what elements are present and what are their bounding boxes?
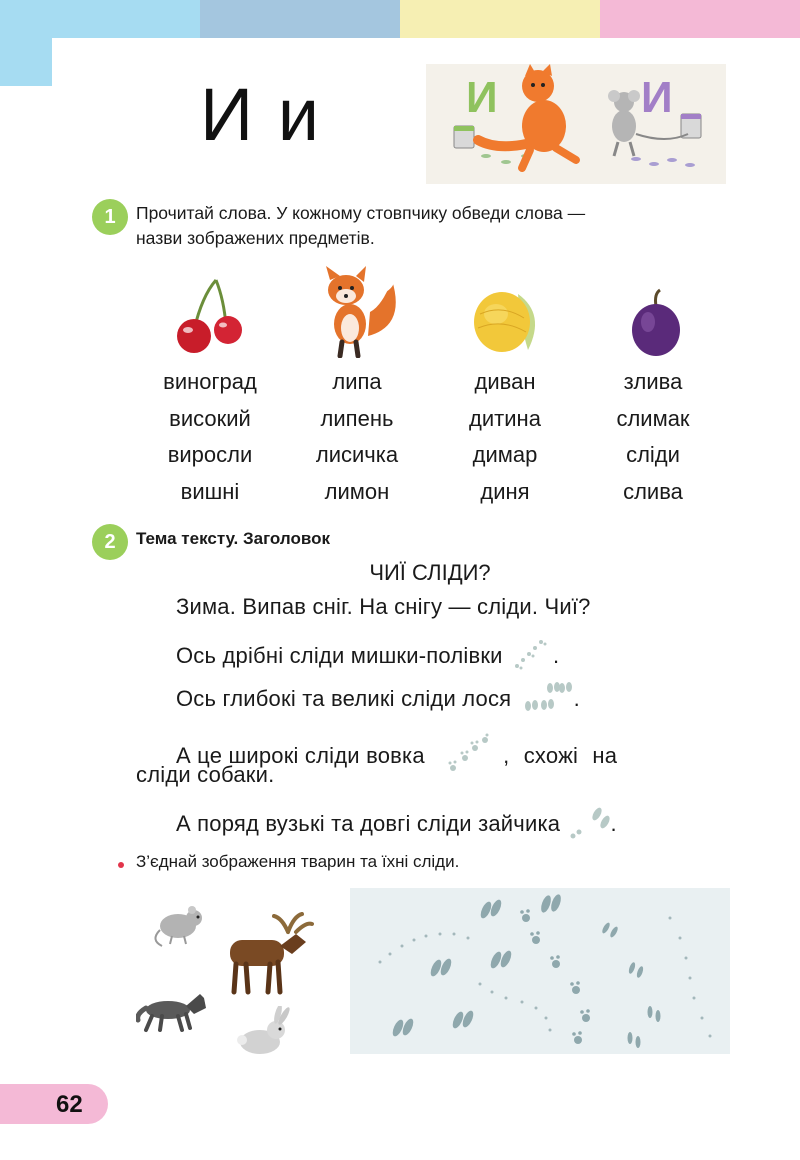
page-number: 62 (56, 1091, 83, 1118)
task2-heading: Тема тексту. Заголовок (136, 529, 330, 548)
paragraph-text: А поряд вузькі та довгі сліди зайчика (176, 810, 561, 836)
wolf-tracks-icon (445, 732, 493, 782)
plum-icon (626, 288, 686, 358)
paragraph-text: Ось дрібні сліди мишки-полівки (176, 642, 503, 668)
paragraph-text: , схожі на (503, 742, 618, 768)
word-item[interactable]: лисичка (315, 442, 399, 467)
word-item[interactable]: сліди (626, 442, 680, 467)
word-item[interactable]: злива (623, 369, 683, 394)
word-item[interactable]: липа (332, 369, 382, 394)
word-item[interactable]: вишні (180, 478, 240, 504)
story-title: ЧИЇ СЛІДИ? (369, 560, 491, 585)
melon-icon (466, 284, 546, 356)
word-item[interactable]: виросли (167, 442, 253, 467)
word-item[interactable]: слива (623, 478, 683, 504)
word-column-3 (425, 364, 585, 510)
paragraph-period: . (610, 810, 617, 836)
hare-tracks-icon (567, 804, 611, 846)
task-number-badge: 2 (92, 524, 128, 560)
task-number-badge: 1 (92, 199, 128, 235)
bullet-instruction: З’єднай зображення тварин та їхні сліди. (136, 852, 460, 871)
hare-animal-icon[interactable] (232, 1006, 294, 1056)
corner-tab (0, 0, 52, 86)
story-paragraph-4-continued: сліди собаки. (136, 762, 275, 787)
bullet-dot (118, 862, 124, 868)
strip-segment-pink (600, 0, 800, 38)
word-column-4 (573, 364, 733, 510)
top-color-strip (0, 0, 800, 38)
mouse-animal-icon[interactable] (148, 900, 206, 950)
word-item[interactable]: димар (472, 442, 538, 467)
snow-footprints-icon (350, 888, 730, 1054)
page-title: И и (200, 73, 322, 156)
fox-icon (310, 266, 406, 358)
moose-animal-icon[interactable] (222, 912, 314, 996)
strip-segment-steel (200, 0, 400, 38)
paragraph-text: Ось глибокі та великі сліди лося (176, 685, 512, 711)
svg-text:И: И (466, 73, 498, 122)
story-paragraph-3 (176, 680, 580, 720)
story-paragraph-5 (176, 804, 617, 846)
word-item[interactable]: лимон (324, 478, 390, 504)
paragraph-period: . (552, 642, 560, 668)
story-paragraph-2 (176, 636, 559, 678)
snow-tracks-area[interactable] (350, 888, 730, 1054)
paragraph-text: А це широкі сліди вовка (176, 742, 425, 768)
cat-mouse-paint-icon (426, 64, 726, 184)
cherries-icon (168, 276, 252, 356)
svg-text:И: И (641, 73, 673, 122)
task1-instruction-line2: назви зображених предметів. (136, 228, 375, 248)
story-paragraph-1 (176, 594, 591, 620)
wolf-animal-icon[interactable] (136, 988, 208, 1034)
word-item[interactable]: виноград (163, 369, 257, 394)
word-column-2 (277, 364, 437, 510)
word-item[interactable]: слимак (616, 405, 690, 431)
header-illustration (426, 64, 726, 184)
word-item[interactable]: диван (474, 369, 536, 394)
strip-segment-yellow (400, 0, 600, 38)
word-item[interactable]: високий (169, 405, 251, 431)
word-item[interactable]: дитина (469, 405, 541, 431)
word-item[interactable]: липень (320, 405, 394, 431)
word-item[interactable]: диня (480, 478, 530, 504)
moose-tracks-icon (518, 680, 574, 720)
paragraph-text: Зима. Випав сніг. На снігу — сліди. Чиї? (176, 594, 591, 619)
paragraph-period: . (573, 685, 580, 711)
word-column-1 (130, 364, 290, 510)
mouse-tracks-icon (509, 636, 553, 678)
task1-instruction-line1: Прочитай слова. У кожному стовпчику обведи слова — (136, 203, 586, 223)
page-number-tab (0, 1084, 108, 1124)
